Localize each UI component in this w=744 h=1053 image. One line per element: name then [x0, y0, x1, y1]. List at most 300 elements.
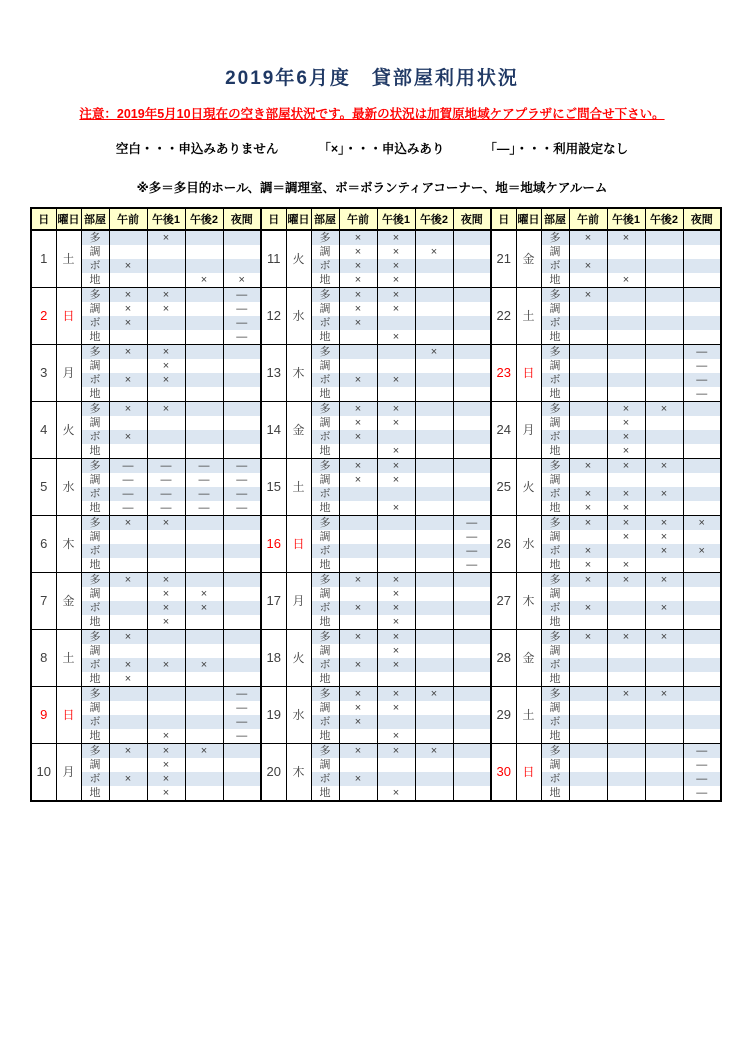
slot-cell: ×	[147, 359, 185, 373]
day-number: 22	[491, 288, 516, 345]
slot-cell	[415, 387, 453, 402]
slot-cell: ×	[377, 615, 415, 630]
slot-cell	[415, 615, 453, 630]
slot-cell: ×	[147, 601, 185, 615]
room-label: 地	[311, 729, 339, 744]
table-row	[261, 630, 491, 645]
slot-cell: ×	[569, 230, 607, 245]
slot-cell	[185, 444, 223, 459]
slot-cell	[377, 316, 415, 330]
slot-cell	[339, 530, 377, 544]
slot-cell: ×	[569, 558, 607, 573]
weekday-label: 日	[516, 345, 541, 402]
col-header-weekday: 曜日	[286, 208, 311, 230]
slot-cell	[645, 786, 683, 801]
room-label: 多	[541, 630, 569, 645]
day-number: 6	[31, 516, 56, 573]
col-header-slot2: 午後1	[377, 208, 415, 230]
slot-cell: —	[453, 530, 491, 544]
day-number: 1	[31, 230, 56, 288]
slot-cell: ×	[109, 658, 147, 672]
slot-cell: ×	[569, 288, 607, 303]
day-number: 13	[261, 345, 286, 402]
slot-cell: ×	[109, 302, 147, 316]
slot-cell: ×	[339, 630, 377, 645]
day-number: 18	[261, 630, 286, 687]
slot-cell	[453, 615, 491, 630]
slot-cell	[569, 430, 607, 444]
slot-cell	[645, 330, 683, 345]
room-label: 地	[81, 615, 109, 630]
slot-cell: ×	[185, 601, 223, 615]
room-label: ボ	[311, 487, 339, 501]
day-number: 11	[261, 230, 286, 288]
slot-cell: —	[223, 316, 261, 330]
slot-cell	[645, 744, 683, 759]
day-number: 4	[31, 402, 56, 459]
slot-cell	[415, 530, 453, 544]
slot-cell	[415, 772, 453, 786]
slot-cell	[109, 245, 147, 259]
slot-cell	[415, 672, 453, 687]
room-label: 地	[81, 672, 109, 687]
room-label: 多	[541, 230, 569, 245]
slot-cell: ×	[185, 658, 223, 672]
slot-cell	[147, 630, 185, 645]
slot-cell	[453, 758, 491, 772]
slot-cell	[453, 330, 491, 345]
slot-cell	[683, 601, 721, 615]
slot-cell	[453, 573, 491, 588]
slot-cell	[607, 758, 645, 772]
slot-cell	[109, 359, 147, 373]
slot-cell: ×	[109, 373, 147, 387]
slot-cell	[109, 615, 147, 630]
table-row	[31, 687, 261, 702]
slot-cell	[223, 259, 261, 273]
day-number: 12	[261, 288, 286, 345]
slot-cell: ×	[147, 402, 185, 417]
weekday-label: 水	[286, 687, 311, 744]
room-label: 多	[311, 744, 339, 759]
room-label: 調	[81, 701, 109, 715]
slot-cell: ×	[339, 744, 377, 759]
room-label: ボ	[311, 430, 339, 444]
slot-cell	[645, 658, 683, 672]
slot-cell	[683, 644, 721, 658]
col-header-slot1: 午前	[109, 208, 147, 230]
slot-cell: —	[185, 473, 223, 487]
slot-cell	[377, 544, 415, 558]
slot-cell	[569, 687, 607, 702]
slot-cell	[147, 558, 185, 573]
table-header-row	[261, 208, 491, 230]
slot-cell	[453, 715, 491, 729]
slot-cell	[607, 345, 645, 360]
day-number: 19	[261, 687, 286, 744]
slot-cell	[683, 615, 721, 630]
slot-cell	[607, 473, 645, 487]
slot-cell: ×	[377, 786, 415, 801]
slot-cell	[147, 273, 185, 288]
slot-cell: —	[147, 487, 185, 501]
slot-cell: ×	[147, 587, 185, 601]
slot-cell	[607, 259, 645, 273]
slot-cell	[645, 772, 683, 786]
slot-cell	[223, 601, 261, 615]
slot-cell: ×	[377, 373, 415, 387]
slot-cell	[453, 630, 491, 645]
notice-text: 注意：2019年5月10日現在の空き部屋状況です。最新の状況は加賀原地域ケアプラザにご問合せ下さい。	[79, 107, 665, 121]
room-label: ボ	[81, 772, 109, 786]
table-row	[261, 516, 491, 531]
room-label: 調	[311, 701, 339, 715]
room-label: ボ	[311, 259, 339, 273]
slot-cell: ×	[569, 459, 607, 474]
slot-cell	[223, 558, 261, 573]
room-label: 調	[311, 530, 339, 544]
slot-cell	[415, 359, 453, 373]
slot-cell	[185, 630, 223, 645]
slot-cell	[377, 558, 415, 573]
room-label: ボ	[541, 373, 569, 387]
day-number: 27	[491, 573, 516, 630]
table-row	[261, 744, 491, 759]
room-label: 地	[81, 501, 109, 516]
col-header-room: 部屋	[311, 208, 339, 230]
slot-cell: ×	[377, 416, 415, 430]
slot-cell	[185, 430, 223, 444]
slot-cell	[147, 530, 185, 544]
room-label: 地	[541, 501, 569, 516]
slot-cell	[377, 758, 415, 772]
slot-cell: —	[683, 772, 721, 786]
weekday-label: 火	[56, 402, 81, 459]
slot-cell: ×	[377, 587, 415, 601]
slot-cell	[453, 687, 491, 702]
slot-cell	[415, 501, 453, 516]
slot-cell	[147, 544, 185, 558]
slot-cell: ×	[377, 573, 415, 588]
day-number: 10	[31, 744, 56, 802]
room-label: 多	[541, 459, 569, 474]
col-header-weekday: 曜日	[56, 208, 81, 230]
slot-cell: ×	[607, 444, 645, 459]
slot-cell	[569, 530, 607, 544]
slot-cell	[645, 230, 683, 245]
weekday-label: 金	[516, 230, 541, 288]
room-label: 多	[541, 288, 569, 303]
slot-cell	[453, 744, 491, 759]
slot-cell	[377, 359, 415, 373]
slot-cell	[339, 786, 377, 801]
slot-cell	[185, 687, 223, 702]
slot-cell	[683, 630, 721, 645]
legend-item-dash: 「—」・・・利用設定なし	[484, 142, 629, 156]
room-label: ボ	[311, 601, 339, 615]
room-label: 多	[541, 345, 569, 360]
slot-cell: ×	[607, 487, 645, 501]
slot-cell	[569, 345, 607, 360]
slot-cell	[453, 444, 491, 459]
slot-cell	[377, 487, 415, 501]
slot-cell: ×	[377, 501, 415, 516]
slot-cell	[645, 345, 683, 360]
slot-cell: ×	[339, 715, 377, 729]
slot-cell	[569, 615, 607, 630]
room-label: 地	[81, 558, 109, 573]
slot-cell	[607, 644, 645, 658]
room-label: 地	[311, 387, 339, 402]
slot-cell: —	[185, 459, 223, 474]
room-label: 多	[81, 744, 109, 759]
slot-cell	[453, 302, 491, 316]
slot-cell	[607, 544, 645, 558]
slot-cell: ×	[147, 302, 185, 316]
day-number: 28	[491, 630, 516, 687]
col-header-slot3: 午後2	[645, 208, 683, 230]
slot-cell: ×	[377, 444, 415, 459]
slot-cell: ×	[415, 245, 453, 259]
room-label: 多	[311, 459, 339, 474]
col-header-slot1: 午前	[339, 208, 377, 230]
slot-cell	[185, 573, 223, 588]
slot-cell: ×	[109, 630, 147, 645]
slot-cell: ×	[339, 402, 377, 417]
room-label: 地	[81, 729, 109, 744]
col-header-slot1: 午前	[569, 208, 607, 230]
slot-cell: —	[109, 459, 147, 474]
room-label: 多	[81, 516, 109, 531]
slot-cell	[683, 402, 721, 417]
slot-cell: ×	[185, 587, 223, 601]
slot-cell	[607, 373, 645, 387]
room-label: 地	[541, 786, 569, 801]
weekday-label: 金	[56, 573, 81, 630]
slot-cell: —	[223, 330, 261, 345]
room-label: 地	[541, 729, 569, 744]
slot-cell	[607, 387, 645, 402]
slot-cell	[569, 359, 607, 373]
slot-cell	[185, 245, 223, 259]
slot-cell	[415, 288, 453, 303]
slot-cell	[109, 387, 147, 402]
slot-cell: ×	[109, 402, 147, 417]
table-row	[31, 630, 261, 645]
slot-cell	[607, 772, 645, 786]
slot-cell	[109, 330, 147, 345]
slot-cell	[453, 772, 491, 786]
slot-cell	[683, 715, 721, 729]
slot-cell	[645, 416, 683, 430]
slot-cell	[109, 758, 147, 772]
slot-cell	[223, 230, 261, 245]
slot-cell	[223, 672, 261, 687]
slot-cell: ×	[147, 373, 185, 387]
slot-cell: ×	[147, 786, 185, 801]
slot-cell	[223, 644, 261, 658]
slot-cell	[185, 230, 223, 245]
slot-cell	[607, 701, 645, 715]
slot-cell: ×	[109, 316, 147, 330]
col-header-weekday: 曜日	[516, 208, 541, 230]
slot-cell	[147, 430, 185, 444]
slot-cell	[453, 373, 491, 387]
slot-cell: ×	[223, 273, 261, 288]
slot-cell: ×	[377, 245, 415, 259]
slot-cell: ×	[607, 630, 645, 645]
slot-cell	[453, 288, 491, 303]
table-row	[491, 345, 721, 360]
slot-cell	[415, 316, 453, 330]
room-label: 調	[81, 359, 109, 373]
slot-cell	[339, 672, 377, 687]
slot-cell	[683, 259, 721, 273]
slot-cell: ×	[377, 459, 415, 474]
col-header-slot4: 夜間	[223, 208, 261, 230]
slot-cell: ×	[377, 273, 415, 288]
slot-cell: —	[223, 459, 261, 474]
slot-cell	[453, 459, 491, 474]
col-header-slot2: 午後1	[607, 208, 645, 230]
slot-cell	[185, 701, 223, 715]
slot-cell: ×	[339, 302, 377, 316]
slot-cell	[645, 558, 683, 573]
availability-table	[30, 207, 722, 802]
slot-cell: ×	[339, 273, 377, 288]
slot-cell: —	[185, 487, 223, 501]
slot-cell	[415, 644, 453, 658]
room-label: ボ	[81, 373, 109, 387]
slot-cell: ×	[415, 687, 453, 702]
slot-cell	[453, 316, 491, 330]
slot-cell	[453, 501, 491, 516]
room-label: ボ	[541, 259, 569, 273]
slot-cell: ×	[339, 430, 377, 444]
slot-cell	[683, 672, 721, 687]
slot-cell	[415, 259, 453, 273]
slot-cell	[223, 786, 261, 801]
slot-cell: ×	[569, 630, 607, 645]
slot-cell	[453, 273, 491, 288]
room-label: 調	[541, 530, 569, 544]
room-label: 調	[81, 245, 109, 259]
room-label: 調	[311, 302, 339, 316]
room-label: 多	[311, 687, 339, 702]
room-label: 地	[541, 444, 569, 459]
slot-cell: ×	[377, 302, 415, 316]
slot-cell	[415, 230, 453, 245]
slot-cell: ×	[377, 230, 415, 245]
slot-cell: ×	[339, 316, 377, 330]
slot-cell	[607, 288, 645, 303]
slot-cell	[683, 302, 721, 316]
slot-cell	[339, 758, 377, 772]
slot-cell: —	[223, 687, 261, 702]
day-number: 2	[31, 288, 56, 345]
room-label: 多	[311, 288, 339, 303]
slot-cell	[339, 501, 377, 516]
room-label: 多	[311, 402, 339, 417]
weekday-label: 金	[516, 630, 541, 687]
slot-cell	[453, 402, 491, 417]
room-label: 地	[311, 615, 339, 630]
slot-cell: —	[683, 345, 721, 360]
schedule-table-days-21-30	[490, 207, 722, 802]
room-label: 地	[541, 330, 569, 345]
room-label: 調	[541, 644, 569, 658]
room-label: 地	[541, 387, 569, 402]
room-label: 調	[81, 758, 109, 772]
slot-cell: ×	[339, 658, 377, 672]
slot-cell: ×	[645, 630, 683, 645]
slot-cell	[683, 558, 721, 573]
slot-cell	[109, 273, 147, 288]
slot-cell	[569, 729, 607, 744]
slot-cell	[607, 330, 645, 345]
slot-cell	[147, 259, 185, 273]
table-row	[261, 288, 491, 303]
room-label: 多	[81, 630, 109, 645]
slot-cell: —	[223, 701, 261, 715]
slot-cell	[683, 701, 721, 715]
slot-cell: ×	[607, 530, 645, 544]
room-label: ボ	[541, 601, 569, 615]
table-row	[491, 402, 721, 417]
day-number: 17	[261, 573, 286, 630]
slot-cell	[645, 302, 683, 316]
slot-cell	[645, 701, 683, 715]
slot-cell	[415, 544, 453, 558]
slot-cell	[223, 430, 261, 444]
slot-cell: ×	[569, 487, 607, 501]
slot-cell	[339, 330, 377, 345]
slot-cell: ×	[377, 630, 415, 645]
slot-cell: ×	[645, 516, 683, 531]
room-label: 多	[311, 630, 339, 645]
slot-cell: ×	[645, 402, 683, 417]
slot-cell	[223, 772, 261, 786]
weekday-label: 木	[516, 573, 541, 630]
slot-cell: ×	[147, 658, 185, 672]
slot-cell	[185, 729, 223, 744]
slot-cell: ×	[147, 729, 185, 744]
slot-cell: —	[147, 459, 185, 474]
slot-cell	[185, 672, 223, 687]
col-header-slot3: 午後2	[415, 208, 453, 230]
room-label: 調	[81, 587, 109, 601]
slot-cell	[453, 359, 491, 373]
slot-cell	[569, 416, 607, 430]
slot-cell	[185, 558, 223, 573]
slot-cell: ×	[645, 601, 683, 615]
slot-cell: ×	[109, 672, 147, 687]
slot-cell	[185, 373, 223, 387]
room-label: ボ	[81, 487, 109, 501]
slot-cell	[223, 573, 261, 588]
slot-cell	[415, 715, 453, 729]
slot-cell: —	[147, 501, 185, 516]
schedule-table-days-1-10	[30, 207, 262, 802]
room-label: 多	[81, 288, 109, 303]
room-label: 調	[311, 587, 339, 601]
room-label: ボ	[311, 658, 339, 672]
room-label: 調	[541, 416, 569, 430]
slot-cell: ×	[607, 430, 645, 444]
slot-cell	[683, 430, 721, 444]
slot-cell: ×	[607, 416, 645, 430]
room-label: 地	[311, 558, 339, 573]
